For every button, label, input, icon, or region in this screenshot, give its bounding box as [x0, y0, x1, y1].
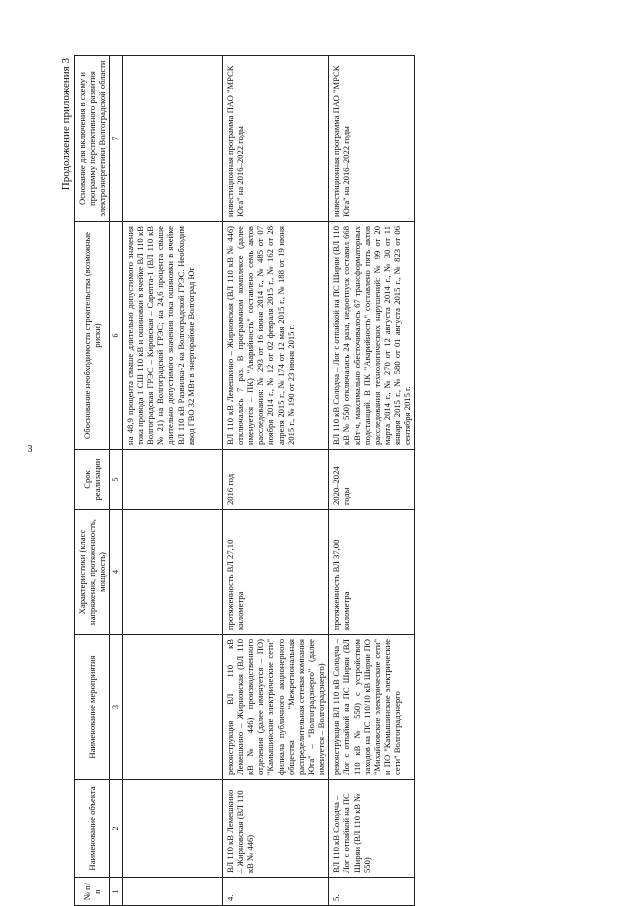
- header-term: Срок реализации: [75, 450, 110, 510]
- column-number: 6: [110, 222, 122, 450]
- measure-cell: реконструкция ВЛ 110 кВ Солодча – Лог с отпайкой на ПС Ширяи (ВЛ 110 кВ № 550) с устройством заходов на ПС 110/10 кВ Ширяи ПО "Михайловские электрические сети" и ПО "Камышинские электрические сети" Волгоградэнерго: [329, 635, 415, 780]
- header-justification: Обоснование необходимости строительства (возможные риски): [75, 222, 110, 450]
- column-number: 4: [110, 510, 122, 635]
- table-row: [222, 56, 328, 906]
- measure-cell: реконструкция ВЛ 110 кВ Лемешкино – Жирновская (ВЛ 110 кВ № 446) производственного отделения (далее именуется – ПО) "Камышинские электрические сети" филиала публичного акционерного общества "Межрегиональная распределительная сетевая компания Юга" – "Волгоградэнерго" (далее именуется – Волгоградэнерго): [222, 635, 328, 780]
- measures-table: [74, 55, 415, 906]
- column-number: 3: [110, 635, 122, 780]
- header-characteristics: Характеристики (класс напряжения, протяженность, мощность): [75, 510, 110, 635]
- term-cell: 2016 год: [222, 450, 328, 510]
- justification-cell: ВЛ 110 кВ Лемешкино – Жирновская (ВЛ 110 кВ № 446) отключалась 7 раз. В программном комплексе (далее именуется – ПК) "Аварийность" составлено семь актов расследования: № 293 от 16 июня 2014 г., № 485 от 07 ноября 2014 г., № 12 от 02 февраля 2015 г., № 162 от 28 апреля 2015 г., № 174 от 12 мая 2015 г., № 188 от 19 июня 2015 г., № 190 от 23 июня 2015 г.: [222, 222, 328, 450]
- rotated-page-content: [58, 56, 618, 906]
- characteristics-cell: протяженность ВЛ 27,10 километра: [222, 510, 328, 635]
- column-number-row: [110, 56, 122, 906]
- row-number: 5.: [329, 878, 415, 906]
- object-cell: ВЛ 110 кВ Солодча – Лог с отпайкой на ПС Ширяи (ВЛ 110 кВ № 550): [329, 780, 415, 878]
- basis-cell: инвестиционная программа ПАО "МРСК Юга" на 2016–2022 годы: [222, 56, 328, 222]
- column-number: 2: [110, 780, 122, 878]
- justification-cell: ВЛ 110 кВ Солодча – Лог с отпайкой на ПС Ширяи (ВЛ 110 кВ № 550) отключалась 24 раза, недоотпуск составил 668 кВт·ч, максимально обесточивалось 67 трансформаторных подстанций. В ПК "Аварийность" составлено пять актов расследования технологических нарушений: № 99 от 20 марта 2014 г., № 270 от 12 августа 2014 г., № 30 от 11 января 2015 г., № 580 от 01 августа 2015 г., № 823 от 06 сентября 2015 г.: [329, 222, 415, 450]
- column-number: 5: [110, 450, 122, 510]
- row-number: 4.: [222, 878, 328, 906]
- appendix-continuation-note: Продолжение приложения 3: [60, 58, 72, 191]
- object-cell: ВЛ 110 кВ Лемешкино – Жирновская (ВЛ 110 кВ № 446): [222, 780, 328, 878]
- column-number: 1: [110, 878, 122, 906]
- characteristics-cell: протяженность ВЛ 37,00 километра: [329, 510, 415, 635]
- header-measure: Наименование мероприятия: [75, 635, 110, 780]
- justification-cell: на 48,9 процента свыше длительно допустимого значения тока провода 1 СШ 110 кВ и ошиновки в ячейке ВЛ 110 кВ Волгоградская ГРЭС – Кировская – Сарепта-1 (ВЛ 110 кВ № 21) на Волгоградской ГРЭС; на 24,6 процента свыше длительно допустимого значения тока ошиновки в ячейке ВЛ 110 кВ Развилка-2 на Волгоградской ГРЭС. Необходим ввод ГВО 32 МВт в энергорайоне Волгоград Юг: [122, 222, 222, 450]
- table-row-continuation: [122, 56, 222, 906]
- page-number: 3: [27, 444, 33, 455]
- basis-cell: инвестиционная программа ПАО "МРСК Юга" на 2016–2022 годы: [329, 56, 415, 222]
- header-row: [75, 56, 110, 906]
- header-num: № п/п: [75, 878, 110, 906]
- term-cell: 2020–2024 годы: [329, 450, 415, 510]
- header-basis: Основание для включения в схему и программу перспективного развития электроэнергетики Волгоградской области: [75, 56, 110, 222]
- header-object: Наименование объекта: [75, 780, 110, 878]
- column-number: 7: [110, 56, 122, 222]
- table-row: [329, 56, 415, 906]
